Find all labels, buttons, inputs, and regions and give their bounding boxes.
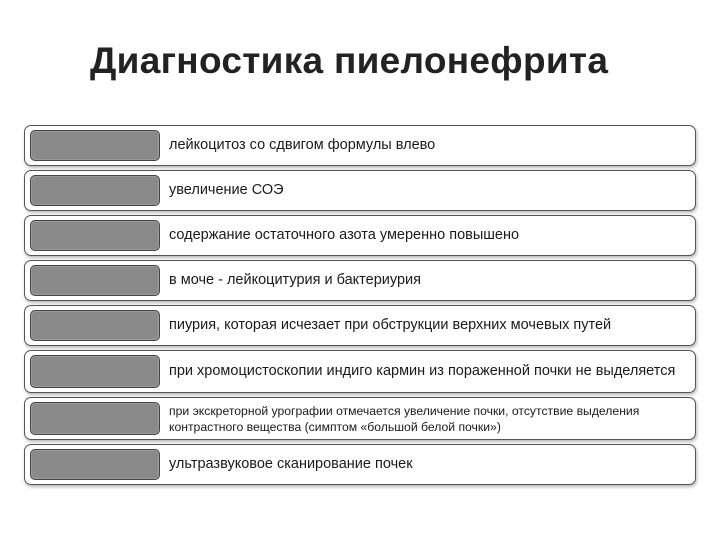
item-text: ультразвуковое сканирование почек: [24, 444, 696, 485]
slide-title: Диагностика пиелонефрита: [90, 40, 609, 81]
list-item: [24, 305, 696, 346]
list-item: [24, 125, 696, 166]
item-text: в моче - лейкоцитурия и бактериурия: [24, 260, 696, 301]
item-label-box: [30, 130, 160, 161]
list-item: [24, 444, 696, 485]
item-text: при хромоцистоскопии индиго кармин из пораженной почки не выделяется: [24, 350, 696, 393]
diagnostics-list: [24, 125, 696, 489]
list-item: [24, 170, 696, 211]
item-text: увеличение СОЭ: [24, 170, 696, 211]
item-label-box: [30, 310, 160, 341]
item-text: пиурия, которая исчезает при обструкции верхних мочевых путей: [24, 305, 696, 346]
item-label-box: [30, 355, 160, 388]
item-label-box: [30, 220, 160, 251]
item-text: лейкоцитоз со сдвигом формулы влево: [24, 125, 696, 166]
item-text: при экскреторной урографии отмечается увеличение почки, отсутствие выделения контрастного вещества (симптом «большой белой почки»): [24, 397, 696, 440]
list-item: [24, 350, 696, 393]
item-label-box: [30, 175, 160, 206]
list-item: [24, 260, 696, 301]
item-label-box: [30, 449, 160, 480]
list-item: [24, 215, 696, 256]
item-label-box: [30, 265, 160, 296]
list-item: [24, 397, 696, 440]
item-text: содержание остаточного азота умеренно повышено: [24, 215, 696, 256]
item-label-box: [30, 402, 160, 435]
